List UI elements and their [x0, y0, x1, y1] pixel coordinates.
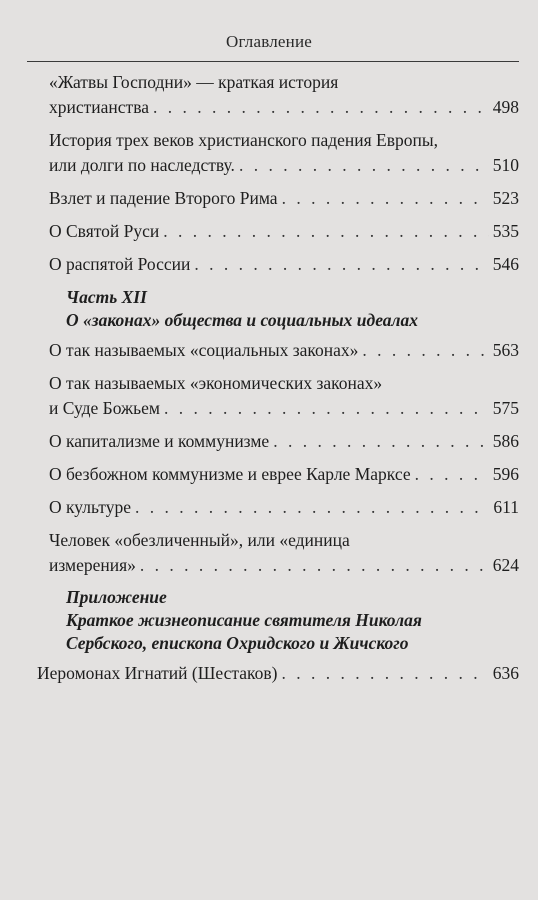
part-heading — [66, 286, 519, 332]
running-head: Оглавление — [226, 32, 312, 51]
header-rule — [27, 61, 519, 62]
toc-entry-title-line: О распятой России — [49, 254, 191, 274]
toc-entry[interactable] — [49, 371, 519, 421]
appendix-title-line: Сербского, епископа Охридского и Жичского — [66, 633, 409, 653]
leader-dots — [163, 219, 488, 244]
toc-entry[interactable] — [49, 70, 519, 120]
toc-entry-title-line: О капитализме и коммунизме — [49, 431, 270, 451]
toc-entry-title-line: О так называемых «социальных законах» — [49, 340, 359, 360]
page-number: 596 — [492, 464, 519, 484]
page-number: 636 — [492, 663, 519, 683]
toc-entry-title-line: христианства — [49, 97, 149, 117]
toc-entry[interactable] — [49, 252, 519, 277]
toc-entry[interactable] — [49, 462, 519, 487]
page-number: 510 — [492, 155, 519, 175]
page-number: 624 — [492, 555, 519, 575]
toc-entry-title-line: Иеромонах Игнатий (Шестаков) — [37, 663, 278, 683]
toc-entry[interactable] — [49, 186, 519, 211]
leader-dots — [273, 429, 489, 454]
part-title: О «законах» общества и социальных идеалах — [66, 310, 418, 330]
toc-entry[interactable] — [49, 338, 519, 363]
page-number: 498 — [492, 97, 519, 117]
leader-dots — [194, 252, 488, 277]
toc-entry-title-line: или долги по наследству. — [49, 155, 235, 175]
toc-entry-title-line: О безбожном коммунизме и еврее Карле Марксе — [49, 464, 411, 484]
toc-entry[interactable] — [49, 495, 519, 520]
toc-entry[interactable] — [49, 219, 519, 244]
leader-dots — [281, 661, 488, 686]
leader-dots — [153, 95, 489, 120]
toc-entry-title-line: «Жатвы Господни» — краткая история — [49, 72, 339, 92]
page-number: 575 — [492, 398, 519, 418]
page-number: 523 — [492, 188, 519, 208]
toc-entry-title-line: Взлет и падение Второго Рима — [49, 188, 278, 208]
table-of-contents — [37, 70, 519, 694]
leader-dots — [164, 396, 489, 421]
toc-entry[interactable] — [49, 429, 519, 454]
leader-dots — [282, 186, 489, 211]
toc-entry-title-line: измерения» — [49, 555, 136, 575]
toc-entry-title-line: О культуре — [49, 497, 131, 517]
appendix-label: Приложение — [66, 587, 167, 607]
toc-entry-title-line: Человек «обезличенный», или «единица — [49, 530, 350, 550]
page-number: 611 — [493, 497, 519, 517]
page-number: 546 — [492, 254, 519, 274]
leader-dots — [362, 338, 488, 363]
toc-entry[interactable] — [49, 528, 519, 578]
toc-entry-title-line: О Святой Руси — [49, 221, 160, 241]
appendix-title-line: Краткое жизнеописание святителя Николая — [66, 610, 422, 630]
page-number: 535 — [492, 221, 519, 241]
toc-entry[interactable] — [49, 128, 519, 178]
toc-entry-title-line: и Суде Божьем — [49, 398, 160, 418]
appendix-heading — [66, 586, 519, 655]
toc-entry-title-line: История трех веков христианского падения Европы, — [49, 130, 438, 150]
toc-entry-title-line: О так называемых «экономических законах» — [49, 373, 383, 393]
leader-dots — [140, 553, 489, 578]
leader-dots — [239, 153, 489, 178]
page-number: 563 — [492, 340, 519, 360]
leader-dots — [415, 462, 489, 487]
toc-entry[interactable] — [37, 661, 519, 686]
leader-dots — [135, 495, 489, 520]
part-label: Часть XII — [66, 287, 147, 307]
page-number: 586 — [492, 431, 519, 451]
